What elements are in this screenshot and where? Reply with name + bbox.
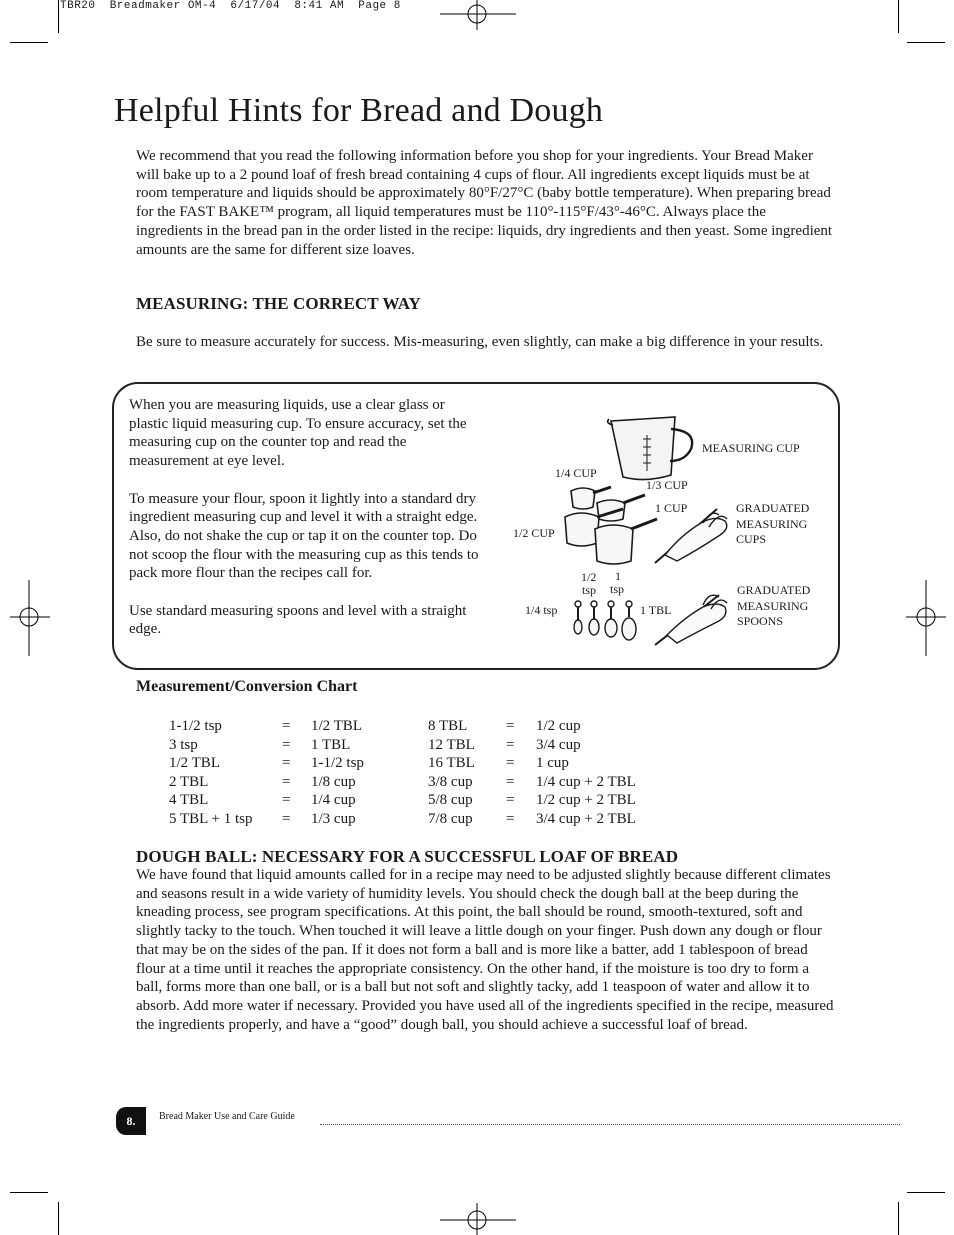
chart-cell: 1 cup bbox=[536, 755, 569, 772]
chart-cell: 1/8 cup bbox=[311, 773, 356, 790]
label-graduated-spoons-3: SPOONS bbox=[737, 614, 784, 628]
measuring-tools-illustration bbox=[505, 405, 835, 655]
label-half-cup: 1/2 CUP bbox=[513, 526, 555, 540]
chart-cell: = bbox=[282, 773, 291, 790]
chart-cell: = bbox=[506, 792, 515, 809]
tip-flour: To measure your flour, spoon it lightly into a standard dry ingredient measuring cup and level it with a straight edge. Also, do not shake the cup or tap it on the counter top. Do not scoop the flour with the measuring cup as this tends to pack more flour than the recipes call for. bbox=[129, 490, 479, 582]
graduated-cups-icon bbox=[565, 487, 657, 564]
chart-cell: = bbox=[282, 792, 291, 809]
chart-cell: 1/3 cup bbox=[311, 810, 356, 827]
label-one-tsp-1: 1 bbox=[615, 569, 621, 583]
tip-liquids: When you are measuring liquids, use a clear glass or plastic liquid measuring cup. To ensure accuracy, set the measuring cup on the counter top and read the measurement at eye level. bbox=[129, 397, 467, 470]
chart-cell: = bbox=[282, 810, 291, 827]
chart-cell: = bbox=[282, 736, 291, 753]
chart-cell: = bbox=[282, 755, 291, 772]
label-half-tsp-1: 1/2 bbox=[581, 570, 597, 584]
measuring-heading: MEASURING: THE CORRECT WAY bbox=[136, 294, 421, 313]
page-number-badge: 8. bbox=[116, 1107, 146, 1135]
chart-cell: 2 TBL bbox=[169, 773, 209, 790]
chart-cell: 1/2 cup bbox=[536, 718, 581, 734]
chart-cell: 8 TBL bbox=[428, 718, 468, 734]
dough-ball-paragraph: We have found that liquid amounts called for in a recipe may need to be adjusted slightly because different climates and seasons result in a wide variety of humidity levels. You should check the dough ball at the beep during the kneading process, see program specifications. At this point, the ball should be round, smooth-textured, soft and slightly tacky to the touch. When touched it will leave a little dough on your finger. Push down any dough or flour that may be on the sides of the pan. If it does not form a ball and is more like a batter, add 1 tablespoon of bread flour at a time until it reaches the appropriate consistency. On the other hand, if the moisture is too dry to form a ball, forms more than one ball, or is a ball but not soft and slightly tacky, add 1 teaspoon of water and allow it to absorb. Add more water if necessary. Provided you have used all of the ingredients specified in the recipe, measured the ingredients properly, and have a “good” dough ball, you should achieve a successful loaf of bread. bbox=[136, 867, 834, 1033]
chart-cell: 4 TBL bbox=[169, 792, 209, 809]
label-quarter-tsp: 1/4 tsp bbox=[525, 603, 558, 617]
chart-cell: 1-1/2 tsp bbox=[311, 755, 364, 772]
chart-cell: 3 tsp bbox=[169, 736, 198, 753]
dough-ball-heading: DOUGH BALL: NECESSARY FOR A SUCCESSFUL LOAF OF BREAD bbox=[136, 847, 679, 866]
hand-leveling-cups-icon bbox=[655, 509, 727, 563]
label-measuring-cup: MEASURING CUP bbox=[702, 441, 800, 455]
measuring-tips-text bbox=[129, 396, 479, 658]
registration-mark-top bbox=[440, 0, 516, 30]
chart-cell: = bbox=[506, 773, 515, 790]
registration-mark-left bbox=[10, 580, 50, 656]
footer-dotted-rule bbox=[320, 1124, 900, 1125]
tip-spoons: Use standard measuring spoons and level with a straight edge. bbox=[129, 602, 467, 638]
measuring-paragraph: Be sure to measure accurately for success. Mis-measuring, even slightly, can make a big difference in your results. bbox=[136, 334, 824, 350]
chart-cell: = bbox=[506, 718, 515, 734]
chart-cell: 16 TBL bbox=[428, 755, 475, 772]
label-graduated-cups-1: GRADUATED bbox=[736, 501, 810, 515]
label-one-tsp-2: tsp bbox=[610, 582, 625, 596]
measuring-spoons-icon bbox=[574, 601, 636, 640]
registration-mark-right bbox=[906, 580, 946, 656]
chart-cell: 12 TBL bbox=[428, 736, 475, 753]
label-graduated-cups-2: MEASURING bbox=[736, 517, 808, 531]
label-graduated-spoons-1: GRADUATED bbox=[737, 583, 811, 597]
chart-cell: 7/8 cup bbox=[428, 810, 473, 827]
printer-slug: TBR20 Breadmaker OM-4 6/17/04 8:41 AM Page 8 bbox=[60, 0, 401, 12]
intro-paragraph: We recommend that you read the following information before you shop for your ingredients. Your Bread Maker will bake up to a 2 pound loaf of fresh bread containing 4 cups of flour. All ingredients except liquids must be at room temperature and liquids should be approximately 80°F/27°C (baby bottle temperature). When preparing bread for the FAST BAKE™ program, all liquid temperatures must be 110°-115°F/43°-46°C. Always place the ingredients in the bread pan in the order listed in the recipe: liquids, dry ingredients and then yeast. Some ingredient amounts are the same for different size loaves. bbox=[136, 148, 833, 258]
label-graduated-spoons-2: MEASURING bbox=[737, 599, 809, 613]
chart-cell: 1/4 cup + 2 TBL bbox=[536, 773, 636, 790]
chart-cell: = bbox=[506, 755, 515, 772]
registration-mark-bottom bbox=[440, 1203, 516, 1235]
chart-cell: 1/4 cup bbox=[311, 792, 356, 809]
chart-cell: 5/8 cup bbox=[428, 792, 473, 809]
chart-cell: 1/2 TBL bbox=[311, 718, 362, 734]
chart-cell: 3/4 cup bbox=[536, 736, 581, 753]
chart-cell: 5 TBL + 1 tsp bbox=[169, 810, 253, 827]
page-title: Helpful Hints for Bread and Dough bbox=[114, 92, 604, 129]
chart-cell: 1-1/2 tsp bbox=[169, 718, 222, 734]
chart-cell: 3/8 cup bbox=[428, 773, 473, 790]
label-graduated-cups-3: CUPS bbox=[736, 532, 767, 546]
chart-cell: 1/2 cup + 2 TBL bbox=[536, 792, 636, 809]
measuring-cup-icon bbox=[608, 417, 692, 480]
chart-cell: 3/4 cup + 2 TBL bbox=[536, 810, 636, 827]
chart-cell: 1/2 TBL bbox=[169, 755, 220, 772]
label-quarter-cup: 1/4 CUP bbox=[555, 466, 597, 480]
label-third-cup: 1/3 CUP bbox=[646, 478, 688, 492]
label-half-tsp-2: tsp bbox=[582, 583, 597, 597]
chart-cell: = bbox=[506, 736, 515, 753]
chart-cell: = bbox=[282, 718, 291, 734]
label-one-cup: 1 CUP bbox=[655, 501, 688, 515]
conversion-chart-heading: Measurement/Conversion Chart bbox=[136, 678, 358, 695]
label-one-tbl: 1 TBL bbox=[640, 603, 672, 617]
chart-cell: = bbox=[506, 810, 515, 827]
chart-cell: 1 TBL bbox=[311, 736, 351, 753]
footer-guide-title: Bread Maker Use and Care Guide bbox=[159, 1111, 295, 1122]
